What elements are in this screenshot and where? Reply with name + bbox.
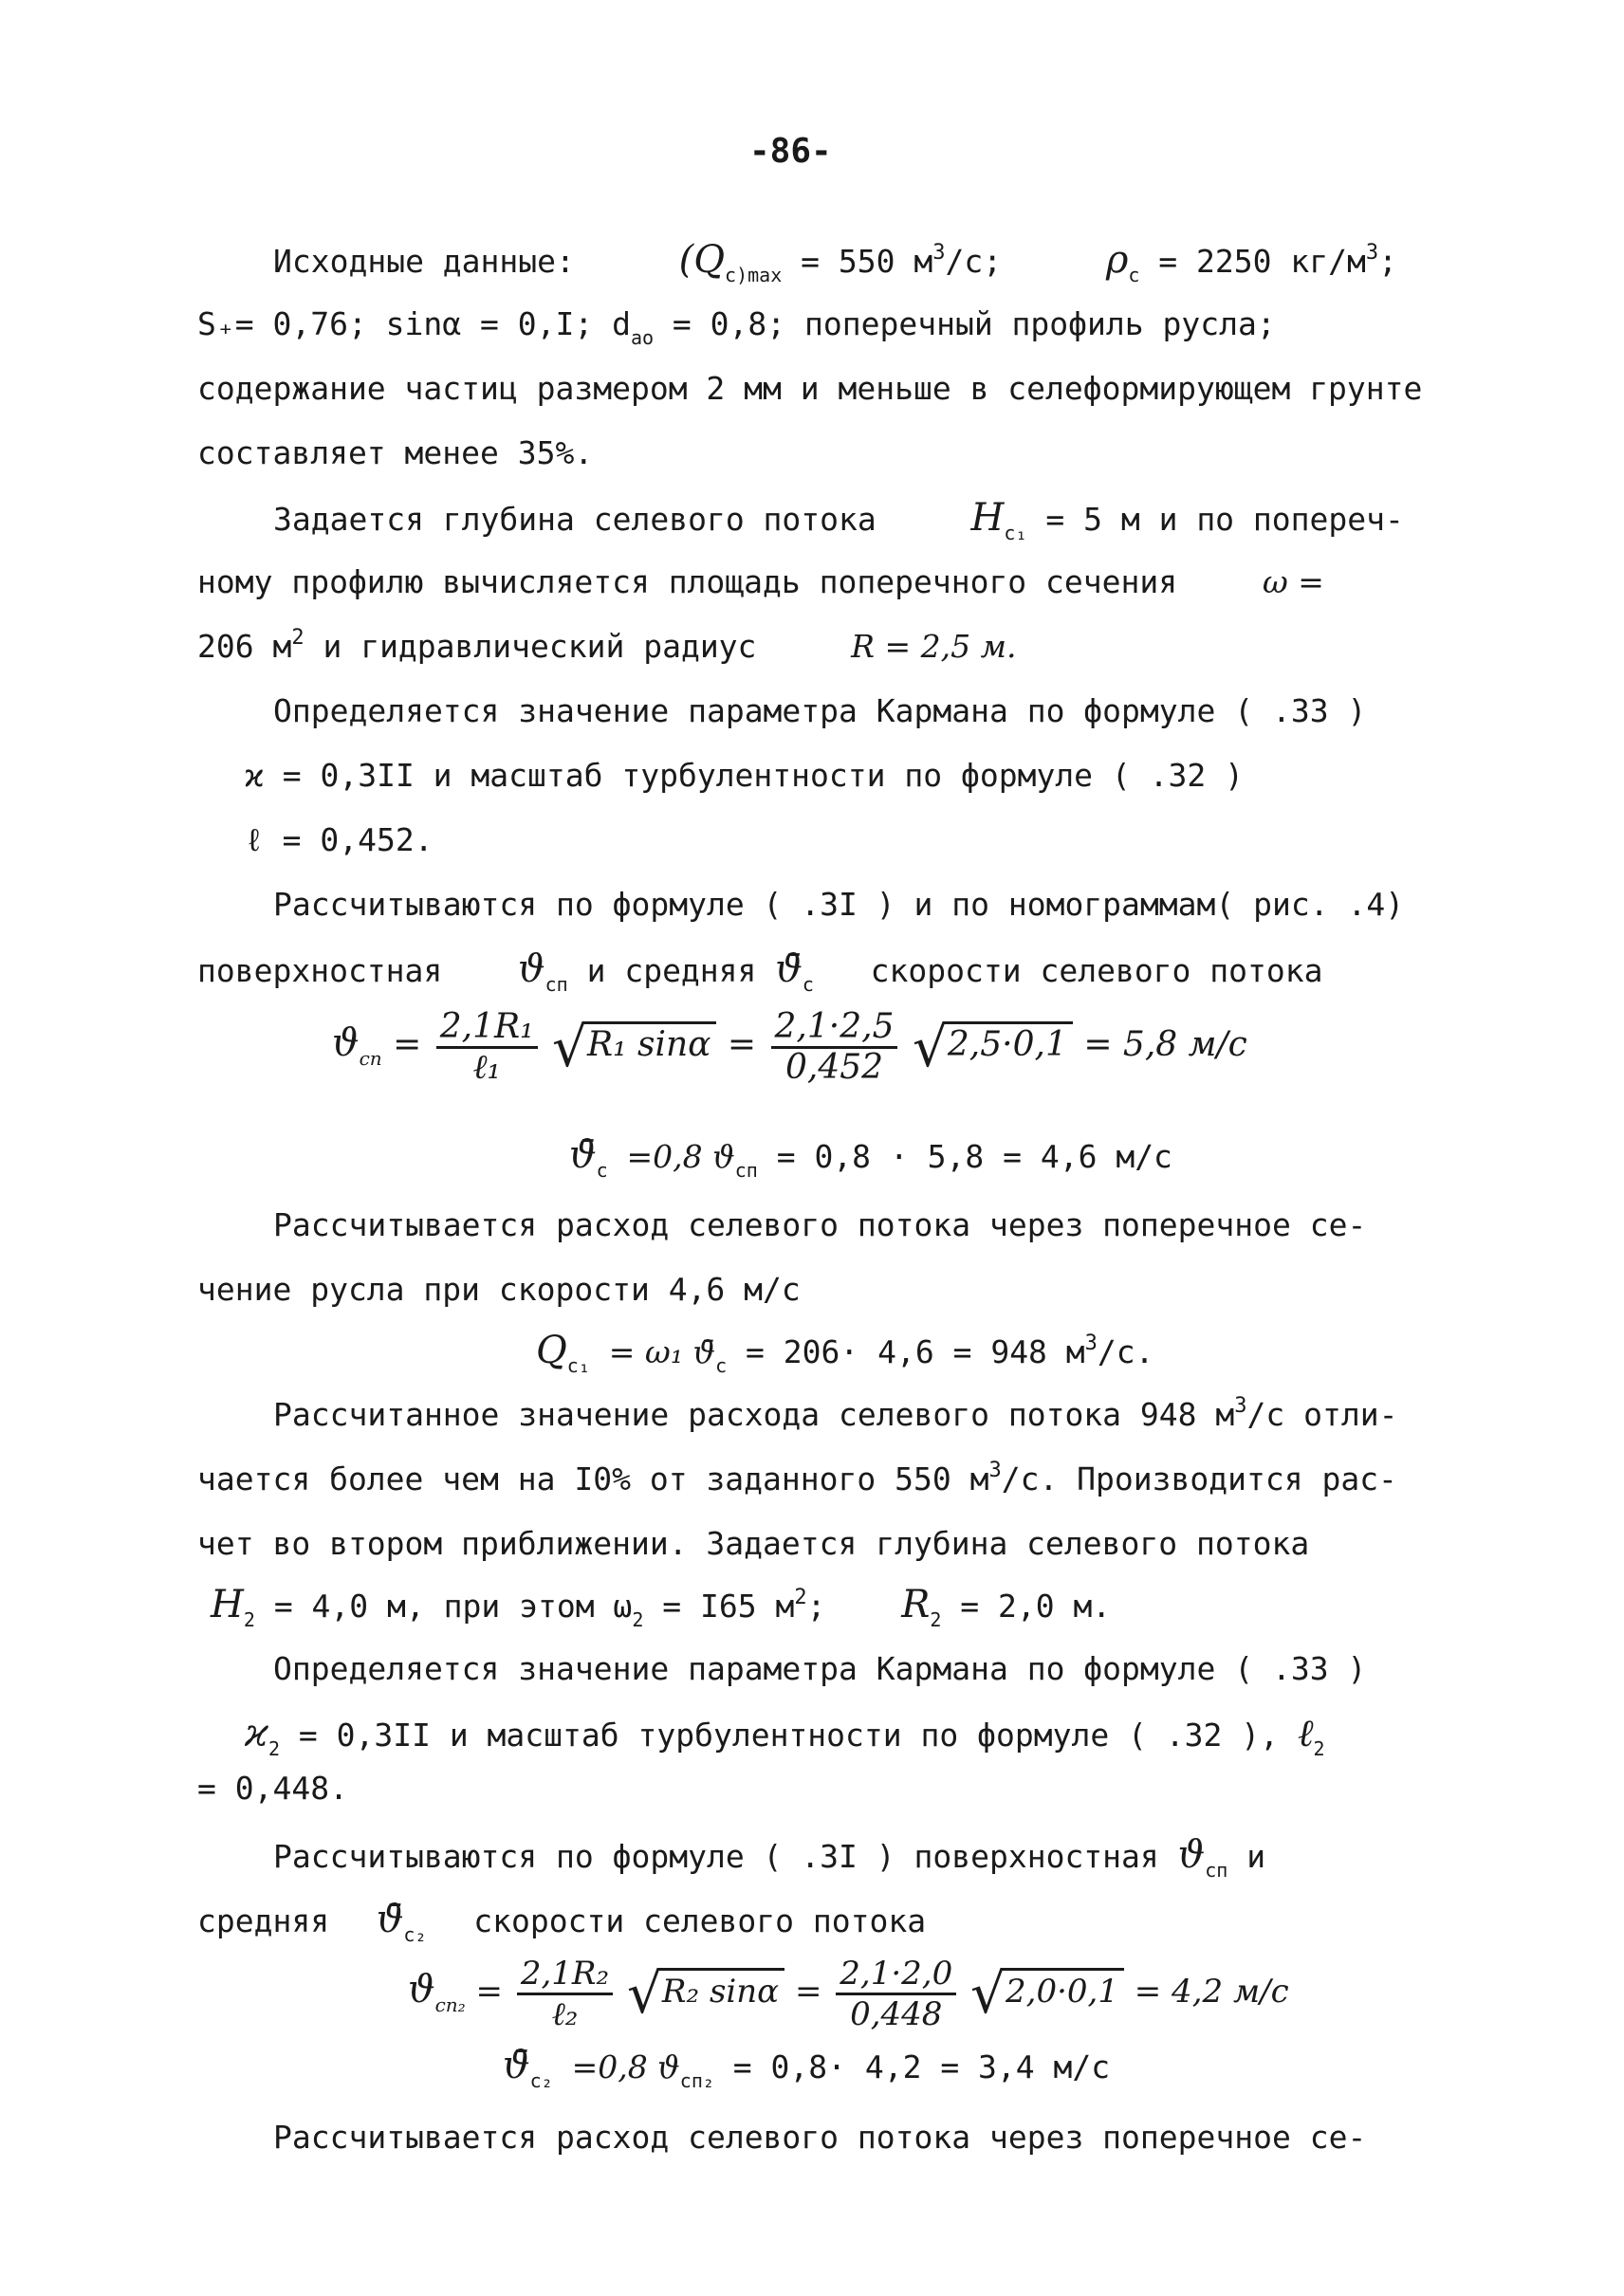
- karman2-line-3: = 0,448.: [197, 1770, 348, 1807]
- input-data-profile: = 0,8; поперечный профиль русла;: [654, 305, 1276, 342]
- mean-label: и средняя: [586, 952, 757, 989]
- q-max-subscript: c)max: [725, 263, 783, 286]
- depth-line-1: [273, 496, 1404, 544]
- radius-value: R = 2,5 м.: [851, 628, 1017, 665]
- karman-line-2: ϰ = 0,3II и масштаб турбулентности по формуле ( .32 ): [245, 757, 1244, 794]
- surface-label: поверхностная: [197, 952, 443, 989]
- h-subscript: c₁: [1004, 521, 1027, 544]
- page-number: -86-: [749, 132, 832, 171]
- velocity-line-1: Рассчитываются по формуле ( .3I ) и по номограммам( рис. .4): [273, 886, 1405, 923]
- discharge-line-2: чение русла при скорости 4,6 м/с: [197, 1271, 801, 1308]
- formula-mean-velocity-2: $ϑ̄_{c_2} =0,8$ $ϑ_{сп_2} = 0,8\cdot 4,2 = 3,4$ м/с: [503, 2044, 1111, 2092]
- f3-sup: 3: [1084, 1332, 1098, 1355]
- d-subscript: ao: [630, 325, 655, 349]
- q-max-unit-end: /с;: [945, 243, 1003, 280]
- formula-discharge: [536, 1329, 1154, 1377]
- karman2-line-2: $ϰ_2 = 0,3II$ и масштаб турбулентности по формуле ( .32 ), ℓ$_2$: [245, 1712, 1325, 1760]
- f1-sqrt-2: 2,5·0,1: [944, 1021, 1073, 1064]
- area-text: ному профилю вычисляется площадь поперечного сечения: [197, 563, 1178, 600]
- input-data-line-3: содержание частиц размером 2 мм и меньше в селеформирующем грунте: [197, 370, 1423, 407]
- f2-lhs-sub: c: [596, 1158, 608, 1182]
- depth-line-2: [197, 563, 1324, 601]
- input-data-line-1: [273, 238, 1397, 286]
- rho-symbol: ρ: [1105, 238, 1129, 282]
- q-max-symbol: (Q: [678, 238, 726, 282]
- velocity-line-2: [197, 947, 1323, 996]
- velocity2-line-1: Рассчитываются по формуле ( .3I ) поверхностная $ϑ_{сп}$ и: [273, 1833, 1266, 1882]
- velocity2-line-2: средняя $ϑ̄_{c_2}$ скорости селевого потока: [197, 1898, 927, 1946]
- karman-line-1: Определяется значение параметра Кармана по формуле ( .33 ): [273, 692, 1367, 729]
- f2-mid: =0,8 ϑ: [626, 1138, 735, 1175]
- rho-unit-sup: 3: [1365, 241, 1379, 265]
- comparison-line-4: $H_2 = 4,0$ м, при этом $\omega_2 = I65$ $м^2$; $R_2 = 2,0$ м.: [211, 1583, 1112, 1631]
- f1-lhs-sub: сп: [359, 1047, 382, 1071]
- discharge-line-1: Рассчитывается расход селевого потока через поперечное се-: [273, 1206, 1367, 1243]
- f3-end: /с.: [1097, 1333, 1154, 1370]
- f2-mid-sub: сп: [734, 1158, 758, 1182]
- f1-sqrt-1: R₁ sinα: [583, 1021, 716, 1064]
- karman-line-3: ℓ = 0,452.: [245, 821, 434, 858]
- input-data-line-4: составляет менее 35%.: [197, 434, 594, 471]
- formula-surface-velocity: $ϑ_{сп}$ = $\frac{\text{2,1R₁}}{\text{ℓ₁}}$ √R₁ sinα = $\frac{2,1\cdot 2,5}{0,452}$ √2,5·0,1 = 5,8 м/с: [332, 1006, 1247, 1087]
- depth-value: = 5 м и по попереч-: [1045, 501, 1404, 538]
- formula-mean-velocity: [569, 1133, 1172, 1182]
- comparison-line-1: Рассчитанное значение расхода селевого потока 948 $м^3/с$ отли-: [273, 1394, 1398, 1433]
- omega-symbol: ω =: [1262, 563, 1324, 600]
- f3-q: Q: [536, 1329, 567, 1372]
- f1-eq2: =: [727, 1025, 757, 1064]
- f3-eq: = ω₁ ϑ̄: [608, 1333, 716, 1370]
- discharge2-line-1: Рассчитывается расход селевого потока через поперечное се-: [273, 2119, 1367, 2156]
- karman2-line-1: Определяется значение параметра Кармана по формуле ( .33 ): [273, 1650, 1367, 1687]
- f1-eq: =: [393, 1025, 422, 1064]
- f3-v-sub: c: [715, 1353, 728, 1377]
- q-max-value: = 550 м: [801, 243, 933, 280]
- input-data-params: S₊= 0,76; sinα = 0,I; d: [197, 305, 631, 342]
- velocity-label: скорости селевого потока: [870, 952, 1323, 989]
- h-symbol: H: [970, 496, 1005, 540]
- f2-lhs: ϑ̄: [569, 1133, 597, 1177]
- rho-end: ;: [1378, 243, 1397, 280]
- depth-text: Задается глубина селевого потока: [273, 501, 877, 538]
- f2-rest: = 0,8 · 5,8 = 4,6 м/с: [776, 1138, 1172, 1175]
- formula-surface-velocity-2: $ϑ_{сп_2}$ = $\frac{\text{2,1R₂}}{\text{ℓ₂}}$ √R₂ sinα = $\frac{2,1\cdot 2,0}{0,448}$ √2,0·0,1 = 4,2 м/с: [408, 1954, 1289, 2033]
- f1-fraction-1: $\frac{\text{2,1R₁}}{\text{ℓ₁}}$: [436, 1008, 538, 1087]
- radius-text: и гидравлический радиус: [304, 628, 757, 665]
- v-mean-subscript: c: [802, 972, 814, 996]
- q-max-unit-sup: 3: [932, 241, 946, 265]
- comparison-line-2: чается более чем на I0% от заданного 550 $м^3/с$. Производится рас-: [197, 1459, 1397, 1497]
- f3-rest: = 206· 4,6 = 948 м: [746, 1333, 1085, 1370]
- area-unit-sup: 2: [291, 626, 304, 650]
- v-surface-symbol: ϑ: [518, 947, 545, 991]
- f1-lhs: ϑ: [332, 1021, 360, 1065]
- f3-q-sub: c₁: [566, 1353, 590, 1377]
- comparison-line-3: чет во втором приближении. Задается глубина селевого потока: [197, 1525, 1310, 1562]
- v-surface-subscript: сп: [544, 972, 568, 996]
- input-data-label: Исходные данные:: [273, 243, 575, 280]
- input-data-line-2: [197, 305, 1276, 349]
- v-mean-symbol: ϑ̄: [775, 947, 803, 991]
- area-value: 206 м: [197, 628, 292, 665]
- f1-result: = 5,8 м/с: [1083, 1025, 1247, 1064]
- depth-line-3: [197, 628, 1016, 666]
- rho-subscript: c: [1128, 263, 1140, 286]
- f1-fraction-2: $\frac{2,1\cdot 2,5}{0,452}$: [771, 1008, 898, 1087]
- rho-value: = 2250 кг/м: [1158, 243, 1366, 280]
